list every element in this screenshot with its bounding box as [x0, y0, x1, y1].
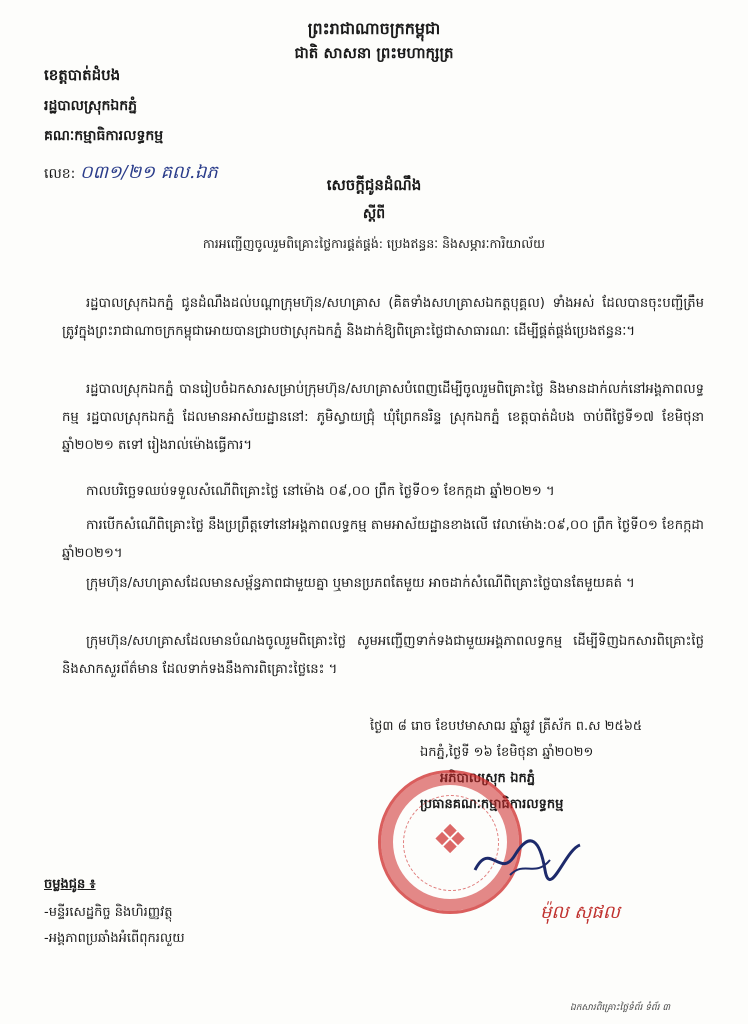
- reference-label: លេខ:: [44, 166, 76, 182]
- footer-note: ឯកសារពិគ្រោះថ្លៃទំព័រ ទំព័រ ៣: [570, 1003, 671, 1013]
- document-about: ស្ដីពី: [362, 206, 386, 222]
- kingdom-header: ព្រះរាជាណាចក្រកម្ពុជា: [307, 19, 441, 38]
- body-paragraph: ការបើកសំណើពិគ្រោះថ្លៃ នឹងប្រព្រឹត្តទៅនៅអង្គភាពលទ្ធកម្ម តាមអាស័យដ្ឋានខាងលើ វេលាម៉ោង:០៩,០០ ព្រឹក ថ្ងៃទី០១ ខែកក្កដា ឆ្នាំ២០២១។: [62, 518, 704, 561]
- body-paragraph: ក្រុមហ៊ុន/សហគ្រាសដែលមានបំណងចូលរួមពិគ្រោះថ្លៃ សូមអញ្ជើញទាក់ទងជាមួយអង្គភាពលទ្ធកម្ម ដើម្បីទិញឯកសារពិគ្រោះថ្លៃ និងសាកសួរព័ត៌មាន ដែលទាក់ទងនឹងការពិគ្រោះថ្លៃនេះ ។: [62, 634, 704, 677]
- document-title: សេចក្ដីជូនដំណឹង: [326, 176, 422, 194]
- district-administration: រដ្ឋបាលស្រុកឯកភ្នំ: [44, 98, 138, 114]
- province-name: ខេត្តបាត់ដំបង: [44, 66, 121, 84]
- cc-label: ចម្លងជូន ៖: [44, 877, 96, 892]
- signatory-role: ប្រធានគណៈកម្មាធិការលទ្ធកម្ម: [420, 797, 564, 812]
- reference-number: ០៣១/២១ គល.ឯភ: [79, 162, 218, 183]
- cc-item: -មន្ទីរសេដ្ឋកិច្ច និងហិរញ្ញវត្ថុ: [44, 905, 173, 920]
- stamp-emblem-icon: ❖: [432, 817, 468, 863]
- body-paragraph: កាលបរិច្ឆេទឈប់ទទួលសំណើពិគ្រោះថ្លៃ នៅម៉ោង ០៩,០០ ព្រឹក ថ្ងៃទី០១ ខែកក្កដា ឆ្នាំ២០២១ ។: [86, 484, 555, 499]
- body-paragraph: រដ្ឋបាលស្រុកឯកភ្នំ បានរៀបចំឯកសារសម្រាប់ក្រុមហ៊ុន/សហគ្រាសបំពេញដើម្បីចូលរួមពិគ្រោះថ្លៃ និងមានដាក់លក់នៅអង្គភាពលទ្ធកម្ម រដ្ឋបាលស្រុកឯកភ្នំ ដែលមានអាស័យដ្ឋាននៅ: ភូមិស្វាយជ្រុំ ឃុំព្រែកនរិន្ទ ស្រុកឯកភ្នំ ខេត្តបាត់ដំបង ចាប់ពីថ្ងៃទី១៧ ខែមិថុនា ឆ្នាំ២០២១ តទៅ រៀងរាល់ម៉ោងធ្វើការ។: [62, 382, 704, 453]
- solar-date: ឯកភ្នំ,ថ្ងៃទី ១៦ ខែមិថុនា ឆ្នាំ២០២១: [420, 745, 594, 760]
- handwritten-signature: [470, 830, 590, 890]
- body-paragraph: ក្រុមហ៊ុន/សហគ្រាសដែលមានសម្ព័ន្ធភាពជាមួយគ្នា ឬមានប្រភពតែមួយ អាចដាក់សំណើពិគ្រោះថ្លៃបានតែមួយគត់ ។: [86, 576, 635, 591]
- signer-name: ម៉ុល សុផល: [540, 902, 620, 923]
- national-motto: ជាតិ សាសនា ព្រះមហាក្សត្រ: [294, 44, 454, 62]
- cc-item: -អង្គភាពប្រឆាំងអំពើពុករលួយ: [44, 931, 185, 946]
- body-paragraph: រដ្ឋបាលស្រុកឯកភ្នំ ជូនដំណឹងដល់បណ្ដាក្រុមហ៊ុន/សហគ្រាស (គិតទាំងសហគ្រាសឯកត្តបុគ្គល) ទាំងអស់ ដែលបានចុះបញ្ជីត្រឹមត្រូវក្នុងព្រះរាជាណាចក្រកម្ពុជាអោយបានជ្រាបថាស្រុកឯកភ្នំ និងដាក់ឱ្យពិគ្រោះថ្លៃជាសាធារណៈ ដើម្បីផ្គត់ផ្គង់ប្រេងឥន្ធនៈ។: [62, 296, 704, 339]
- document-subject: ការអញ្ជើញចូលរួមពិគ្រោះថ្លៃការផ្គត់ផ្គង់: ប្រេងឥន្ធនៈ និងសម្ភារៈការិយាល័យ: [202, 236, 546, 251]
- lunar-date: ថ្ងៃ៣ ៨ រោច ខែបឋមាសាឍ ឆ្នាំឆ្លូវ ត្រីស័ក ព.ស ២៥៦៥: [370, 719, 643, 734]
- procurement-committee: គណៈកម្មាធិការលទ្ធកម្ម: [44, 128, 164, 144]
- official-title: អភិបាលស្រុក ឯកភ្នំ: [440, 771, 536, 786]
